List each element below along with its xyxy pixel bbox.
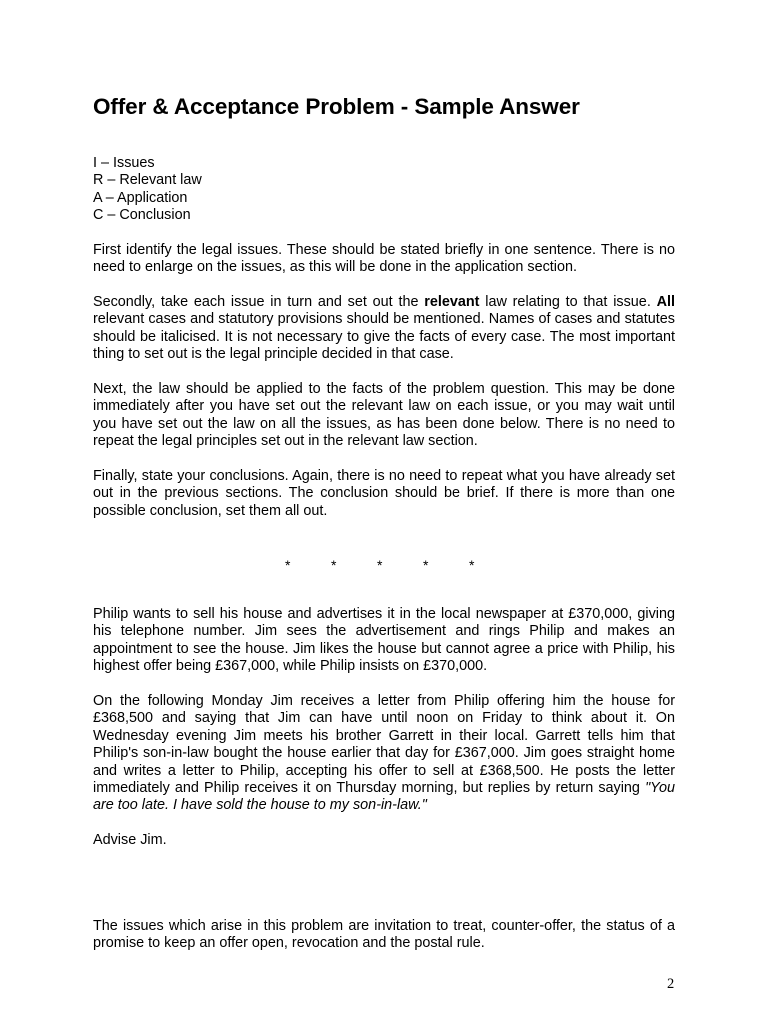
separator-star: *	[423, 557, 429, 573]
separator-star: *	[331, 557, 337, 573]
irac-item-relevant-law: R – Relevant law	[93, 172, 202, 189]
paragraph-relevant-law-text-2: law relating to that issue.	[479, 293, 657, 310]
philip-reply-quote: "You are too late. I have sold the house to my son-in-law."	[93, 780, 675, 814]
page-title: Offer & Acceptance Problem - Sample Answer	[93, 94, 580, 119]
irac-item-application: A – Application	[93, 189, 188, 206]
separator-star: *	[377, 557, 383, 573]
section-separator	[285, 557, 485, 574]
separator-star: *	[285, 557, 291, 573]
paragraph-relevant-law-text-3: relevant cases and statutory provisions should be mentioned. Names of cases and statutes should be italicised. It is not necessary to give the facts of every case. The most important thing to set out is the legal principle decided in that case.	[93, 311, 675, 363]
problem-question	[93, 606, 675, 867]
issues-paragraph: The issues which arise in this problem are invitation to treat, counter-offer, the status of a promise to keep an offer open, revocation and the postal rule.	[93, 918, 675, 952]
paragraph-identify-issues: First identify the legal issues. These should be stated briefly in one sentence. There is no need to enlarge on the issues, as this will be done in the application section.	[93, 241, 675, 276]
separator-star: *	[469, 557, 475, 573]
irac-item-conclusion: C – Conclusion	[93, 207, 191, 224]
problem-paragraph-2-text: On the following Monday Jim receives a letter from Philip offering him the house for £368,500 and saying that Jim can have until noon on Friday to think about it. On Wednesday evening Jim meets his brother Garrett in their local. Garrett tells him that Philip's son-in-law bought the house earlier that day for £367,000. Jim goes straight home and writes a letter to Philip, accepting his offer to sell at £368,500. He posts the letter immediately and Philip receives it on Thursday morning, but replies by return saying	[93, 693, 675, 797]
irac-item-issues: I – Issues	[93, 155, 155, 171]
irac-list	[93, 155, 675, 225]
emphasis-all: All	[656, 293, 675, 310]
document-page	[93, 92, 675, 952]
paragraph-conclusion: Finally, state your conclusions. Again, there is no need to repeat what you have already set out in the previous sections. The conclusion should be brief. If there is more than one possible conclusion, set them all out.	[93, 467, 675, 519]
paragraph-relevant-law-text-1: Secondly, take each issue in turn and set out the	[93, 293, 425, 310]
paragraph-application: Next, the law should be applied to the facts of the problem question. This may be done immediately after you have set out the relevant law on each issue, or you may wait until you have set out the law on all the issues, as has been done below. There is no need to repeat the legal principles set out in the relevant law section.	[93, 380, 675, 450]
page-number: 2	[667, 976, 675, 992]
problem-paragraph-2	[93, 693, 675, 815]
emphasis-relevant: relevant	[424, 293, 480, 310]
answer-issues-section	[93, 918, 675, 970]
advise-instruction: Advise Jim.	[93, 832, 167, 849]
problem-paragraph-1: Philip wants to sell his house and advertises it in the local newspaper at £370,000, giving his telephone number. Jim sees the advertisement and rings Philip and makes an appointment to see the house. Jim likes the house but cannot agree a price with Philip, his highest offer being £367,000, while Philip insists on £370,000.	[93, 606, 675, 675]
paragraph-relevant-law	[93, 294, 675, 364]
